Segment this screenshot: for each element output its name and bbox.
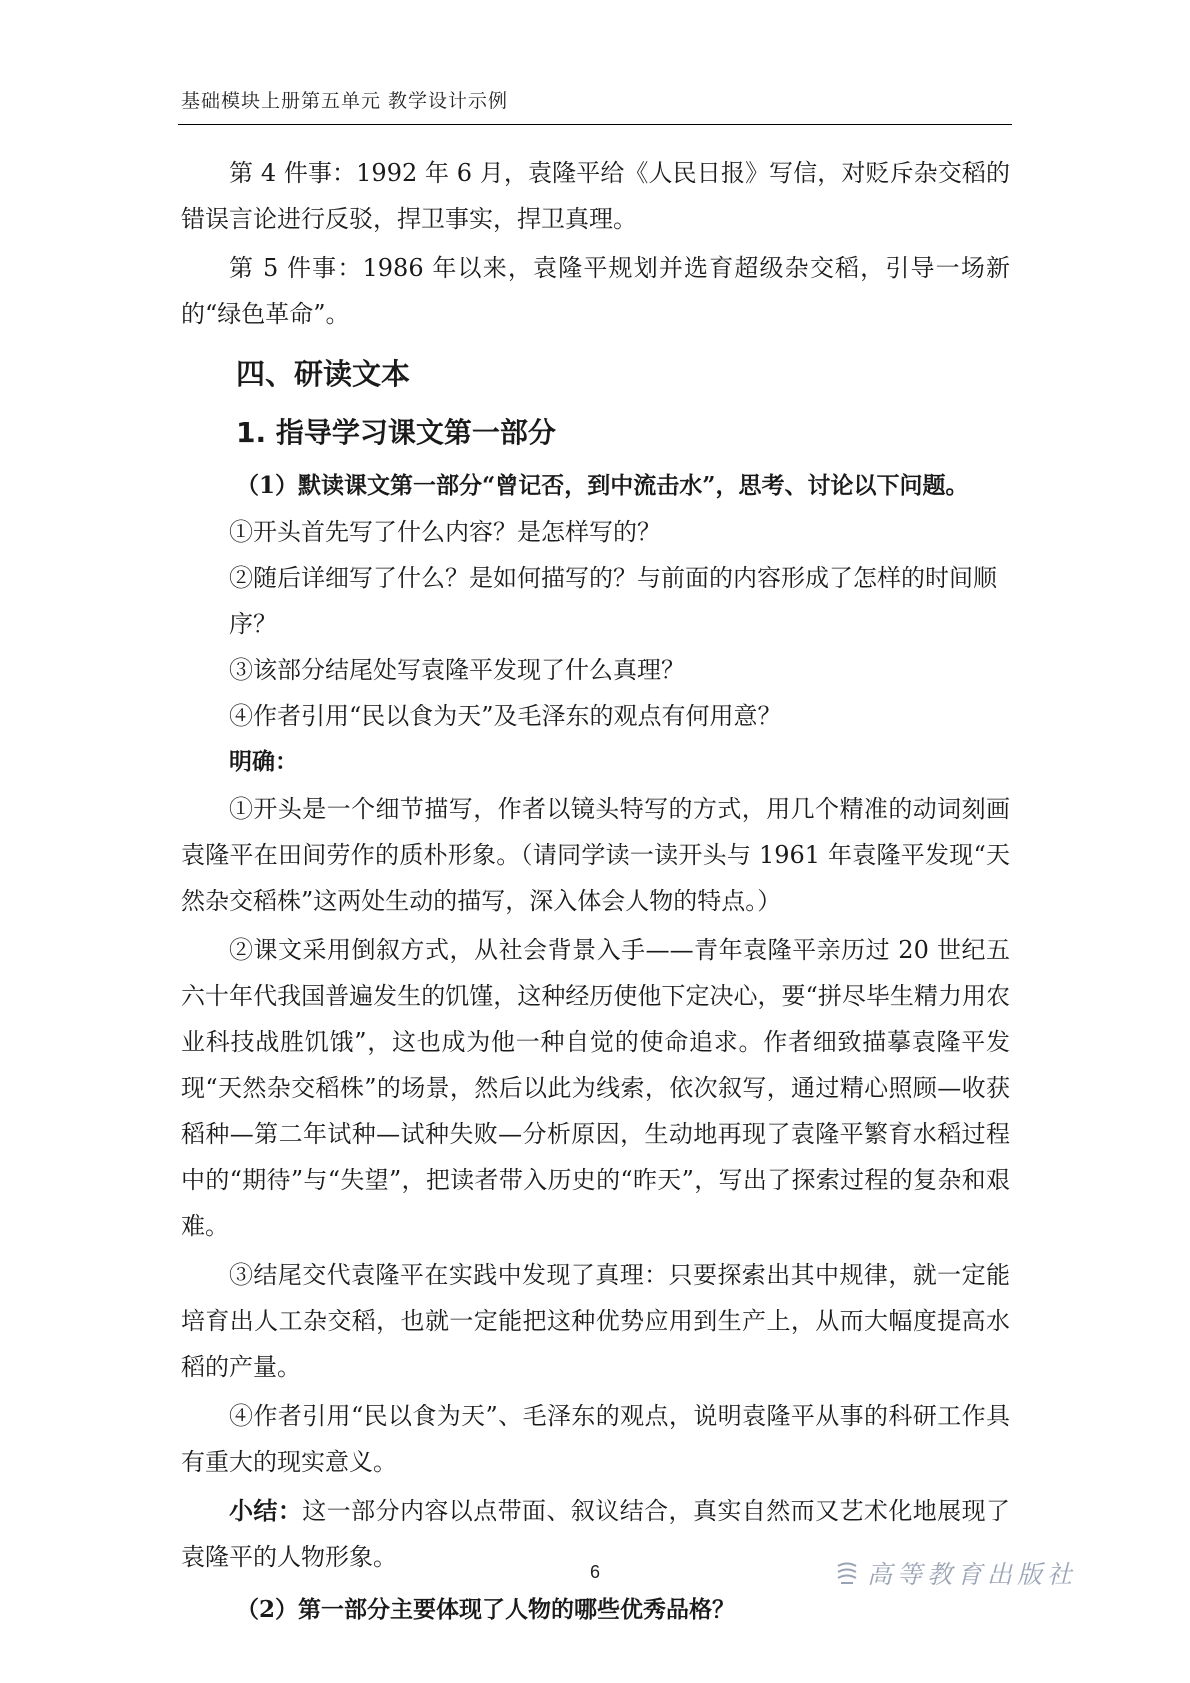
question-item: ②随后详细写了什么？是如何描写的？与前面的内容形成了怎样的时间顺序？ xyxy=(229,564,997,638)
answer-paragraph: ③结尾交代袁隆平在实践中发现了真理：只要探索出其中规律，就一定能培育出人工杂交稻，也就一定能把这种优势应用到生产上，从而大幅度提高水稻的产量。 xyxy=(181,1261,1010,1381)
running-header: 基础模块上册第五单元 教学设计示例 xyxy=(181,90,509,112)
subsection-heading: 1. 指导学习课文第一部分 xyxy=(236,416,556,449)
section-heading: 四、研读文本 xyxy=(236,357,411,391)
answer-paragraph: ④作者引用“民以食为天”、毛泽东的观点，说明袁隆平从事的科研工作具有重大的现实意义。 xyxy=(181,1402,1010,1476)
publisher-logo-icon xyxy=(835,1560,859,1586)
summary-label: 小结： xyxy=(229,1496,303,1525)
question-1-heading: （1）默读课文第一部分“曾记否，到中流击水”，思考、讨论以下问题。 xyxy=(236,472,969,499)
summary-text: 这一部分内容以点带面、叙议结合，真实自然而又艺术化地展现了袁隆平的人物形象。 xyxy=(181,1497,1011,1571)
header-divider xyxy=(178,124,1012,125)
question-item: ③该部分结尾处写袁隆平发现了什么真理？ xyxy=(229,656,685,684)
answer-paragraph: ①开头是一个细节描写，作者以镜头特写的方式，用几个精准的动词刻画袁隆平在田间劳作的质朴形象。（请同学读一读开头与 1961 年袁隆平发现“天然杂交稻株”这两处生动的描写，深入体会人物的特点。） xyxy=(181,795,1010,915)
question-item: ①开头首先写了什么内容？是怎样写的？ xyxy=(229,518,661,546)
question-item: ④作者引用“民以食为天”及毛泽东的观点有何用意？ xyxy=(229,702,782,730)
page-number: 6 xyxy=(589,1562,600,1582)
publisher-mark xyxy=(835,1555,1077,1591)
publisher-name: 高等教育出版社 xyxy=(867,1560,1078,1589)
event-4-paragraph: 第 4 件事：1992 年 6 月，袁隆平给《人民日报》写信，对贬斥杂交稻的错误言论进行反驳，捍卫事实，捍卫真理。 xyxy=(181,159,1010,233)
event-5-paragraph: 第 5 件事：1986 年以来，袁隆平规划并选育超级杂交稻，引导一场新的“绿色革命”。 xyxy=(181,254,1010,328)
answer-paragraph: ②课文采用倒叙方式，从社会背景入手——青年袁隆平亲历过 20 世纪五六十年代我国普遍发生的饥馑，这种经历使他下定决心，要“拼尽毕生精力用农业科技战胜饥饿”，这也成为他一种自觉的使命追求。作者细致描摹袁隆平发现“天然杂交稻株”的场景，然后以此为线索，依次叙写，通过精心照顾—收获稻种—第二年试种—试种失败—分析原因，生动地再现了袁隆平繁育水稻过程中的“期待”与“失望”，把读者带入历史的“昨天”，写出了探索过程的复杂和艰难。 xyxy=(181,936,1010,1240)
page-body xyxy=(181,150,1010,1633)
question-2-heading: （2）第一部分主要体现了人物的哪些优秀品格？ xyxy=(236,1596,736,1623)
answer-label: 明确： xyxy=(229,748,298,775)
